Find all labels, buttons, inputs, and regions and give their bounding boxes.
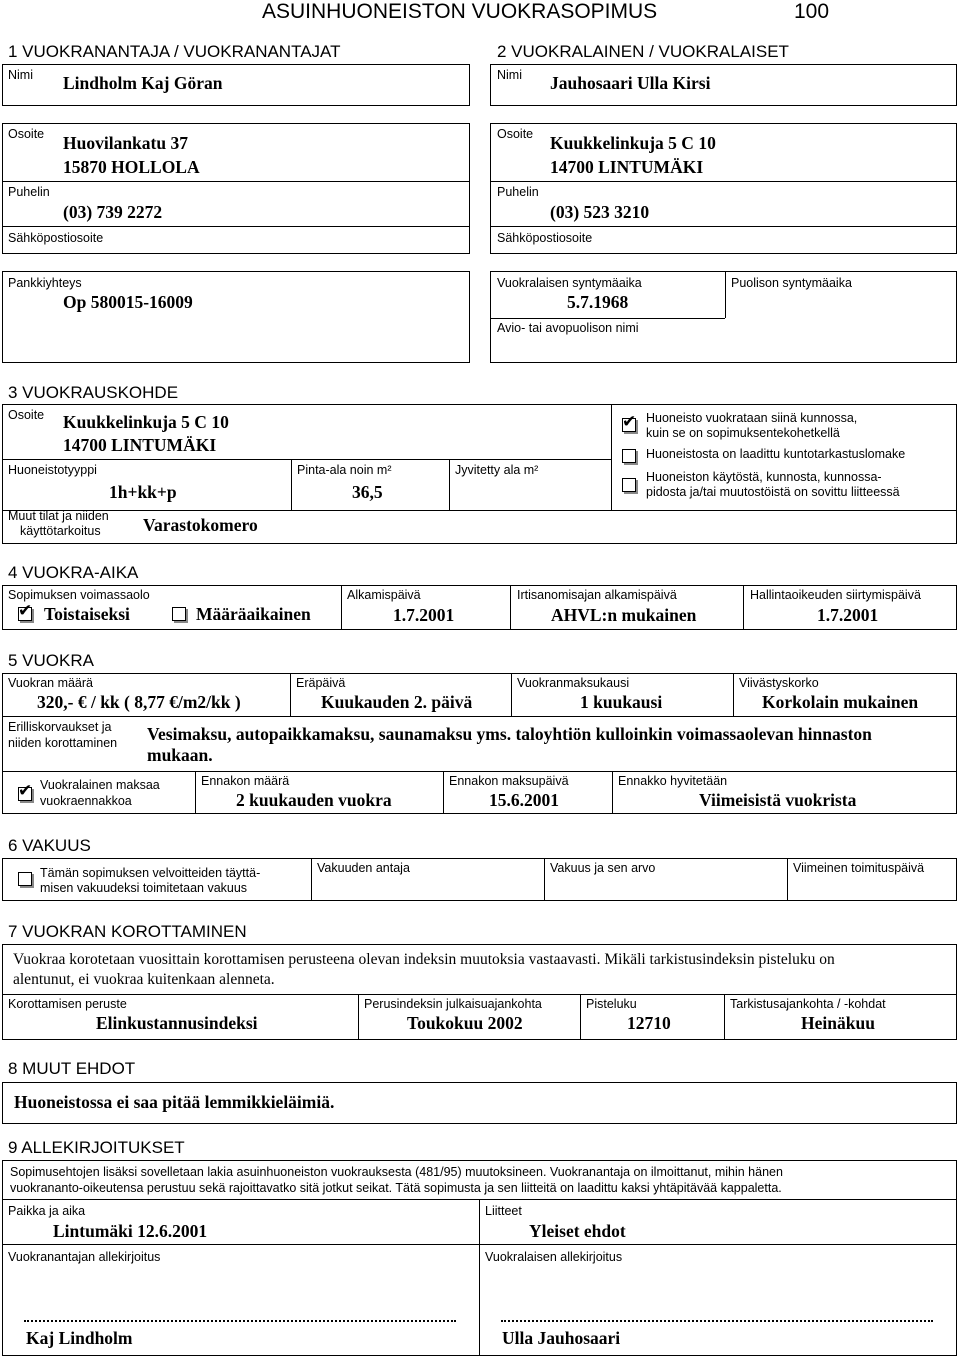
apartment-type-label: Huoneistotyyppi — [8, 463, 97, 477]
tenant-name-label: Nimi — [497, 68, 522, 82]
advance-amount[interactable]: 2 kuukauden vuokra — [236, 790, 392, 810]
tenant-birth[interactable]: 5.7.1968 — [567, 292, 629, 312]
transfer-date-label: Hallintaoikeuden siirtymispäivä — [750, 588, 921, 602]
advance-rent-checkbox[interactable] — [18, 781, 33, 801]
landlord-signature-line — [24, 1320, 456, 1322]
deposit-delivery-label: Viimeinen toimituspäivä — [793, 861, 925, 875]
late-interest[interactable]: Korkolain mukainen — [762, 692, 919, 712]
section5-title: 5 VUOKRA — [8, 651, 94, 670]
increase-basis[interactable]: Elinkustannusindeksi — [96, 1013, 258, 1033]
spouse-birth-label: Puolison syntymäaika — [731, 276, 852, 290]
tenant-email-label: Sähköpostiosoite — [497, 231, 593, 245]
extra-charges-label-1: Erilliskorvaukset ja — [8, 720, 112, 734]
due-date-label: Eräpäivä — [296, 676, 346, 690]
extra-charges-line1[interactable]: Vesimaksu, autopaikkamaksu, saunamaksu yms. taloyhtiön kulloinkin voimassaolevan hinnaston — [147, 724, 872, 744]
landlord-email-label: Sähköpostiosoite — [8, 231, 104, 245]
landlord-name[interactable]: Lindholm Kaj Göran — [63, 73, 223, 93]
checkmark-icon: ✔ — [622, 412, 637, 432]
tenant-phone-label: Puhelin — [497, 185, 539, 199]
landlord-address-line1[interactable]: Huovilankatu 37 — [63, 133, 188, 153]
indefinite-label: Toistaiseksi — [44, 604, 130, 624]
tenant-birth-label: Vuokralaisen syntymäaika — [497, 276, 642, 290]
extra-charges-label-2: niiden korottaminen — [8, 736, 118, 750]
landlord-signature-label: Vuokranantajan allekirjoitus — [8, 1250, 161, 1264]
rent-increase-text-2: alentunut, ei vuokraa kuitenkaan alenneta. — [13, 971, 275, 988]
section6-title: 6 VAKUUS — [8, 836, 91, 855]
landlord-address-line2[interactable]: 15870 HOLLOLA — [63, 157, 200, 177]
other-terms-text[interactable]: Huoneistossa ei saa pitää lemmikkieläimiä. — [14, 1092, 335, 1112]
condition-as-is-checkbox[interactable] — [622, 412, 637, 432]
spouse-name-label: Avio- tai avopuolison nimi — [497, 321, 639, 335]
validity-label: Sopimuksen voimassaolo — [8, 588, 150, 602]
condition-as-is-label-2: kuin se on sopimuksentekohetkellä — [646, 426, 840, 440]
tenant-name[interactable]: Jauhosaari Ulla Kirsi — [550, 73, 711, 93]
property-address-label: Osoite — [8, 408, 45, 422]
landlord-phone-label: Puhelin — [8, 185, 50, 199]
document-number: 100 — [794, 0, 830, 23]
check-time-label: Tarkistusajankohta / -kohdat — [730, 997, 886, 1011]
use-agreement-label-1: Huoneiston käytöstä, kunnosta, kunnossa- — [646, 470, 882, 484]
deposit-label-1: Tämän sopimuksen velvoitteiden täyttä- — [40, 866, 261, 880]
checkmark-icon: ✔ — [18, 781, 33, 801]
landlord-phone[interactable]: (03) 739 2272 — [63, 202, 163, 222]
landlord-bank[interactable]: Op 580015-16009 — [63, 292, 193, 312]
fixed-term-label: Määräaikainen — [196, 604, 311, 624]
late-interest-label: Viivästyskorko — [739, 676, 819, 690]
other-spaces-label-2: käyttötarkoitus — [20, 524, 101, 538]
place-date-label: Paikka ja aika — [8, 1204, 86, 1218]
apartment-type[interactable]: 1h+kk+p — [109, 482, 177, 502]
area-label: Pinta-ala noin m² — [297, 463, 392, 477]
tenant-signature-line — [501, 1320, 933, 1322]
extra-charges-line2[interactable]: mukaan. — [147, 745, 213, 765]
rent-increase-text-1: Vuokraa korotetaan vuosittain korottamisen perusteena olevan indeksin muutoksia vastaavasti. Mikäli tarkistusindeksin pisteluku on — [13, 951, 835, 968]
due-date[interactable]: Kuukauden 2. päivä — [321, 692, 473, 712]
section1-title: 1 VUOKRANANTAJA / VUOKRANANTAJAT — [8, 42, 341, 61]
advance-rent-label-2: vuokraennakkoa — [40, 794, 132, 808]
rent-amount-label: Vuokran määrä — [8, 676, 93, 690]
attachments[interactable]: Yleiset ehdot — [529, 1221, 626, 1241]
transfer-date[interactable]: 1.7.2001 — [817, 605, 879, 625]
property-address-line2[interactable]: 14700 LINTUMÄKI — [63, 435, 217, 455]
advance-credit-label: Ennakko hyvitetään — [618, 774, 728, 788]
use-agreement-checkbox[interactable] — [622, 478, 636, 492]
advance-rent-label-1: Vuokralainen maksaa — [40, 778, 160, 792]
landlord-signature[interactable]: Kaj Lindholm — [26, 1328, 133, 1348]
payment-period-label: Vuokranmaksukausi — [517, 676, 630, 690]
notice-start[interactable]: AHVL:n mukainen — [551, 605, 697, 625]
condition-as-is-label-1: Huoneisto vuokrataan siinä kunnossa, — [646, 411, 858, 425]
other-spaces[interactable]: Varastokomero — [143, 515, 258, 535]
attachments-label: Liitteet — [485, 1204, 522, 1218]
use-agreement-label-2: pidosta ja/tai muutostöistä on sovittu liitteessä — [646, 485, 900, 499]
deposit-label-2: misen vakuudeksi toimitetaan vakuus — [40, 881, 248, 895]
rent-amount[interactable]: 320,- € / kk ( 8,77 €/m2/kk ) — [37, 692, 241, 712]
base-index-label: Perusindeksin julkaisuajankohta — [364, 997, 542, 1011]
section4-title: 4 VUOKRA-AIKA — [8, 563, 139, 582]
landlord-name-label: Nimi — [8, 68, 33, 82]
start-date-label: Alkamispäivä — [347, 588, 421, 602]
tenant-address-line1[interactable]: Kuukkelinkuja 5 C 10 — [550, 133, 716, 153]
tenant-signature[interactable]: Ulla Jauhosaari — [502, 1328, 621, 1348]
signatures-text-2: vuokranantо-oikeutensa perustuu sekä rajoittavatko sitä jotkut seikat. Tätä sopimusta ja sen liitteitä on laadittu kaksi yhtäpitävää kappaletta. — [10, 1181, 782, 1195]
deposit-value-label: Vakuus ja sen arvo — [550, 861, 656, 875]
index-points-label: Pisteluku — [586, 997, 637, 1011]
deposit-giver-label: Vakuuden antaja — [317, 861, 410, 875]
advance-date-label: Ennakon maksupäivä — [449, 774, 569, 788]
section3-title: 3 VUOKRAUSKOHDE — [8, 383, 179, 402]
document-title: ASUINHUONEISTON VUOKRASOPIMUS — [262, 0, 658, 23]
check-time[interactable]: Heinäkuu — [801, 1013, 875, 1033]
shared-area-label: Jyvitetty ala m² — [455, 463, 539, 477]
advance-amount-label: Ennakon määrä — [201, 774, 290, 788]
section8-title: 8 MUUT EHDOT — [8, 1059, 136, 1078]
section2-title: 2 VUOKRALAINEN / VUOKRALAISET — [497, 42, 789, 61]
inspection-form-checkbox[interactable] — [622, 449, 636, 463]
section9-title: 9 ALLEKIRJOITUKSET — [8, 1138, 185, 1157]
section7-title: 7 VUOKRAN KOROTTAMINEN — [8, 922, 247, 941]
start-date[interactable]: 1.7.2001 — [393, 605, 455, 625]
tenant-signature-label: Vuokralaisen allekirjoitus — [485, 1250, 623, 1264]
notice-start-label: Irtisanomisajan alkamispäivä — [517, 588, 677, 602]
area-value[interactable]: 36,5 — [352, 482, 383, 502]
landlord-bank-label: Pankkiyhteys — [8, 276, 82, 290]
place-date[interactable]: Lintumäki 12.6.2001 — [53, 1221, 208, 1241]
increase-basis-label: Korottamisen peruste — [8, 997, 127, 1011]
payment-period[interactable]: 1 kuukausi — [580, 692, 663, 712]
tenant-phone[interactable]: (03) 523 3210 — [550, 202, 650, 222]
tenant-address-line2[interactable]: 14700 LINTUMÄKI — [550, 157, 704, 177]
other-spaces-label-1: Muut tilat ja niiden — [8, 509, 109, 523]
landlord-address-label: Osoite — [8, 127, 45, 141]
index-points[interactable]: 12710 — [627, 1013, 671, 1033]
checkmark-icon: ✔ — [18, 601, 33, 621]
indefinite-checkbox[interactable] — [18, 601, 33, 621]
advance-credit[interactable]: Viimeisistä vuokrista — [699, 790, 857, 810]
signatures-text-1: Sopimusehtojen lisäksi sovelletaan lakia asuinhuoneiston vuokrauksesta (481/95) muutoksineen. Vuokranantaja on ilmoittanut, mihin hänen — [10, 1165, 783, 1179]
deposit-checkbox[interactable] — [18, 872, 32, 886]
tenant-address-label: Osoite — [497, 127, 534, 141]
property-address-line1[interactable]: Kuukkelinkuja 5 C 10 — [63, 412, 229, 432]
fixed-term-checkbox[interactable] — [172, 607, 186, 621]
inspection-form-label: Huoneistosta on laadittu kuntotarkastuslomake — [646, 447, 906, 461]
advance-date[interactable]: 15.6.2001 — [489, 790, 559, 810]
base-index[interactable]: Toukokuu 2002 — [407, 1013, 523, 1033]
